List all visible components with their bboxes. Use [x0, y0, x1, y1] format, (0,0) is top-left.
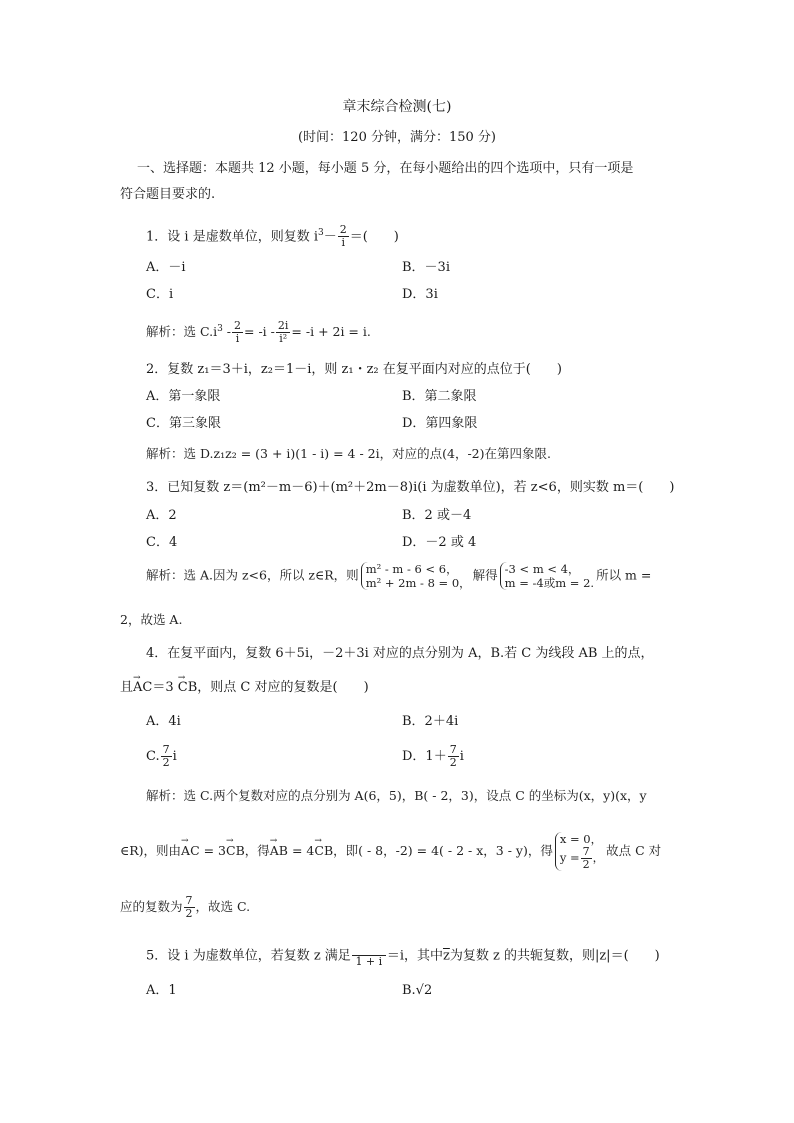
q4-sys-l2-b: ， — [592, 850, 605, 865]
q2-option-a: A．第一象限 — [146, 389, 221, 404]
q4-solution-cont — [120, 832, 661, 871]
q3-system-2 — [500, 562, 594, 590]
q3-solution — [146, 562, 651, 590]
q3-option-d: D．－2 或 4 — [402, 535, 477, 550]
q3-system-1 — [361, 562, 471, 590]
q4-optc-b: i — [172, 749, 177, 764]
q4-sol-vector-ac: → AC — [181, 842, 200, 860]
q1-solution — [146, 320, 371, 345]
q1-sol-frac2 — [276, 320, 291, 345]
question-5-stem — [146, 944, 660, 968]
q1-sol-b: - — [222, 324, 232, 340]
q4-sys-num: 7 — [582, 845, 590, 858]
q1-option-a: A．－i — [146, 260, 186, 275]
q4-optd-den: 2 — [449, 756, 457, 769]
q2-option-d: D．第四象限 — [402, 416, 478, 431]
q1-frac-num: 2 — [339, 223, 347, 237]
q1-sol-sup: 3 — [217, 324, 223, 334]
q4-sol2-a: ∈R)，则由 — [120, 843, 182, 858]
q5-fraction — [352, 944, 386, 968]
q4-optd-a: D．1＋ — [402, 749, 447, 764]
q4-sol-vector-cb: → CB — [226, 842, 245, 860]
q3-sys1-line2: m² + 2m - 8 = 0， — [365, 576, 471, 590]
q1-text-a: 1．设 i 是虚数单位，则复数 i — [146, 229, 318, 245]
q4-text-a: 且 — [120, 680, 134, 695]
question-4-stem: 4．在复平面内，复数 6＋5i，－2＋3i 对应的点分别为 A，B.若 C 为线段 AB 上的点， — [146, 646, 654, 661]
q1-sol-f2-num: 2i — [277, 319, 289, 333]
q3-sys2-line2: m = -4或m = 2. — [504, 576, 595, 590]
q2-option-c: C．第三象限 — [146, 416, 221, 431]
q1-option-b: B．－3i — [402, 260, 450, 275]
q1-text-b: － — [323, 229, 337, 245]
q4-sol2-d: = 4 — [288, 843, 315, 858]
q1-sol-d: = -i + 2i = i. — [291, 324, 371, 340]
question-1-stem — [146, 224, 399, 249]
q4-system — [555, 832, 604, 871]
q4-sys-frac — [581, 846, 592, 871]
q5-option-a: A．1 — [146, 983, 177, 998]
q5-text-c: 为复数 z 的共轭复数，则|z|＝( ) — [449, 948, 660, 964]
q4-vector-cb: → CB — [178, 679, 198, 697]
q5-option-b: B.√2 — [402, 983, 433, 998]
q4-option-b: B．2＋4i — [402, 714, 459, 729]
q4-sol3-a: 应的复数为 — [120, 899, 183, 914]
q1-sol-f2-den: i² — [279, 332, 288, 346]
q4-sol-vector-ab: → AB — [270, 842, 288, 860]
q5-zbar: $\overline{z}$ — [442, 948, 450, 964]
q4-optd-num: 7 — [449, 743, 457, 756]
q1-sol-c: = -i - — [244, 324, 275, 340]
q3-solution-cont: 2，故选 A. — [120, 612, 183, 627]
q3-option-b: B．2 或－4 — [402, 508, 472, 523]
q4-sys-l2-a: y = — [559, 850, 580, 865]
q4-text-c: ，则点 C 对应的复数是( ) — [197, 680, 369, 695]
q4-sol3-num: 7 — [185, 894, 193, 907]
q4-vector-ac: → AC — [133, 679, 152, 697]
q4-optc-num: 7 — [162, 743, 170, 756]
q3-sol-a: 解析：选 A.因为 z<6，所以 z∈R，则 — [146, 567, 359, 583]
question-3-stem: 3．已知复数 z＝(m²－m－6)＋(m²＋2m－8)i(i 为虚数单位)，若 z<6，则实数 m＝( ) — [146, 480, 675, 495]
q3-sol-c: 所以 m = — [596, 567, 652, 583]
section-heading-cont: 符合题目要求的. — [120, 187, 216, 202]
q3-sys2-line1: -3 < m < 4， — [504, 562, 580, 576]
q4-sys-den: 2 — [582, 858, 590, 871]
q1-option-d: D．3i — [402, 287, 438, 302]
q4-optc-den: 2 — [162, 756, 170, 769]
q4-option-d — [402, 744, 464, 769]
q1-sol-f1-num: 2 — [234, 319, 242, 333]
q4-sol2-b: = 3 — [199, 843, 227, 858]
q1-fraction — [338, 224, 349, 249]
q3-option-c: C．4 — [146, 535, 178, 550]
q5-frac-den: 1 + i — [355, 955, 383, 968]
question-4-stem-cont — [120, 679, 369, 697]
q2-option-b: B．第二象限 — [402, 389, 477, 404]
q4-sol2-e: ，即( - 8，-2) = 4( - 2 - x，3 - y)，得 — [333, 843, 553, 858]
q4-solution-end — [120, 895, 250, 920]
q3-option-a: A．2 — [146, 508, 177, 523]
q1-frac-den: i — [341, 236, 345, 250]
q3-sys1-line1: m² - m - 6 < 6， — [365, 562, 458, 576]
q2-solution: 解析：选 D.z₁z₂ = (3 + i)(1 - i) = 4 - 2i，对应的点(4，-2)在第四象限. — [146, 446, 551, 461]
q1-text-c: ＝( ) — [349, 229, 399, 245]
q4-solution: 解析：选 C.两个复数对应的点分别为 A(6，5)，B( - 2，3)，设点 C 的坐标为(x，y)(x，y — [146, 788, 647, 803]
q4-sol3-frac — [184, 895, 195, 920]
q4-optc-a: C. — [146, 749, 160, 764]
q1-sol-frac1 — [232, 320, 243, 345]
q5-text-b: ＝i，其中 — [386, 948, 443, 964]
q4-optd-b: i — [459, 749, 464, 764]
exam-info: (时间：120 分钟，满分：150 分) — [297, 130, 497, 145]
q4-sys-line1: x = 0， — [559, 832, 603, 846]
q4-optc-frac — [161, 744, 172, 769]
q4-sol3-den: 2 — [185, 907, 193, 920]
q4-sol3-b: ，故选 C. — [195, 899, 251, 914]
q3-sol-b: 解得 — [472, 567, 498, 583]
q4-option-c — [146, 744, 177, 769]
page-title: 章末综合检测(七) — [342, 99, 452, 115]
q5-text-a: 5．设 i 为虚数单位，若复数 z 满足 — [146, 948, 351, 964]
q4-sol2-c: ，得 — [244, 843, 270, 858]
q1-sup: 3 — [317, 228, 324, 238]
q4-text-b: ＝3 — [152, 680, 174, 695]
q4-option-a: A．4i — [146, 714, 181, 729]
section-heading: 一、选择题：本题共 12 小题，每小题 5 分，在每小题给出的四个选项中，只有一项是 — [137, 161, 634, 176]
q4-optd-frac — [448, 744, 459, 769]
q1-sol-f1-den: i — [235, 332, 240, 346]
q1-option-c: C．i — [146, 287, 174, 302]
q1-sol-a: 解析：选 C.i — [146, 324, 218, 340]
q4-sol-vector-cb2: → CB — [314, 842, 333, 860]
question-2-stem: 2．复数 z₁＝3＋i，z₂＝1－i，则 z₁・z₂ 在复平面内对应的点位于( ) — [146, 362, 562, 377]
q4-sol2-f: 故点 C 对 — [606, 843, 662, 858]
q4-sys-line2 — [560, 846, 604, 871]
